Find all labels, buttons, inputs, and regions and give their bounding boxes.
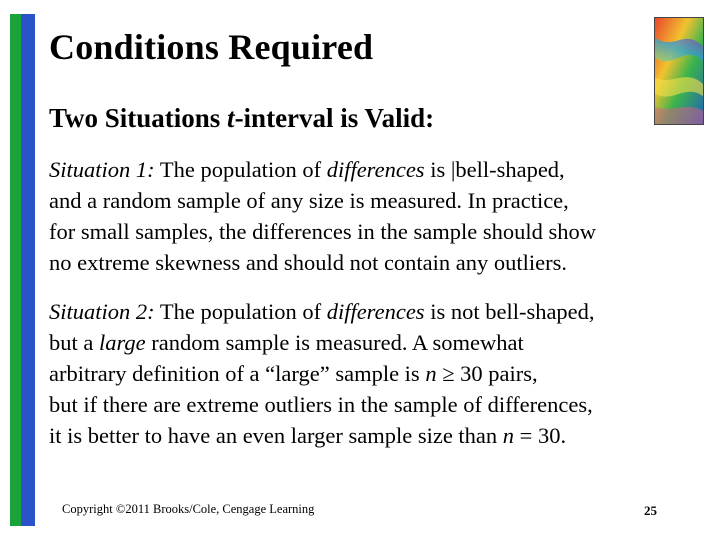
situation-2-differences: differences: [326, 299, 425, 324]
situation-1-line-1: [49, 154, 699, 185]
situation-1-differences: differences: [326, 157, 425, 182]
situation-2-line-2: [49, 327, 699, 358]
subtitle: [49, 103, 434, 134]
situation-2-line-3: [49, 358, 699, 389]
situation-2-l2-c: random sample is measured. A somewhat: [145, 330, 524, 355]
situation-1-text-c: is |bell-shaped,: [424, 157, 565, 182]
situation-1-line-2: and a random sample of any size is measured. In practice,: [49, 188, 569, 213]
situation-2-l2-a: but a: [49, 330, 99, 355]
situation-2-line-4: but if there are extreme outliers in the sample of differences,: [49, 392, 593, 417]
situation-2-n-2: n: [502, 423, 515, 448]
situation-2-n-1: n: [425, 361, 437, 386]
page-title: Conditions Required: [49, 27, 374, 67]
situation-2-l5-a: it is better to have an even larger sample size than: [49, 423, 503, 448]
situation-2-l3-a: arbitrary definition of a “large” sample is: [49, 361, 426, 386]
subtitle-part3: -interval is Valid:: [234, 103, 435, 133]
situation-1-paragraph: [49, 154, 699, 278]
subtitle-part1: Two Situations: [49, 103, 228, 133]
situation-2-paragraph: [49, 296, 699, 451]
copyright-footer: Copyright ©2011 Brooks/Cole, Cengage Learning: [62, 502, 315, 516]
colorful-swirl-logo-icon: [654, 17, 704, 125]
situation-1-label: Situation 1:: [49, 157, 155, 182]
accent-bar-green: [10, 14, 21, 526]
situation-1-line-3: for small samples, the differences in the sample should show: [49, 219, 596, 244]
situation-2-line-5: [49, 420, 699, 451]
subtitle-t: t: [227, 103, 235, 133]
situation-2-line-1: [49, 296, 699, 327]
situation-1-line-4: no extreme skewness and should not contain any outliers.: [49, 250, 568, 275]
situation-2-l3-c: ≥ 30 pairs,: [436, 361, 538, 386]
situation-2-large: large: [99, 330, 146, 355]
page-number: 25: [644, 503, 657, 518]
situation-2-l5-c: = 30.: [514, 423, 567, 448]
situation-1-text-a: The population of: [154, 157, 327, 182]
situation-2-label: Situation 2:: [49, 299, 155, 324]
accent-bar-blue: [21, 14, 35, 526]
situation-2-text-c: is not bell-shaped,: [424, 299, 595, 324]
situation-2-text-a: The population of: [154, 299, 327, 324]
